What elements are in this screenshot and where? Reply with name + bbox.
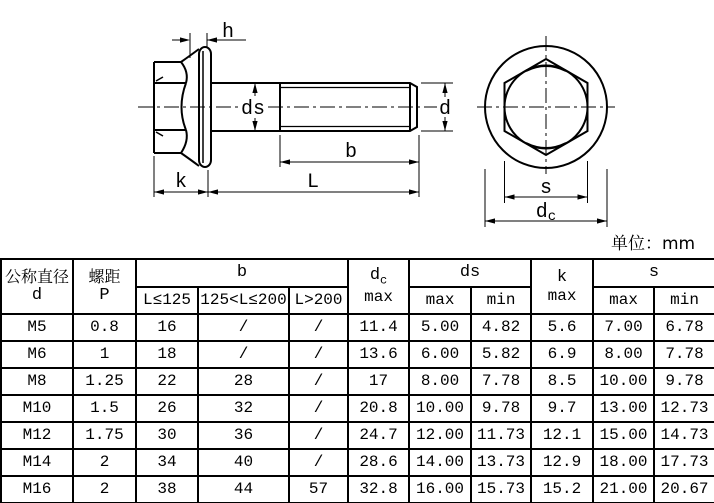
table-cell: 9.78: [654, 368, 714, 395]
table-cell: 21.00: [593, 476, 654, 503]
table-cell: 11.4: [348, 314, 409, 341]
table-row: [1, 395, 714, 422]
header-ds-min: min: [471, 287, 531, 314]
table-cell: 18: [136, 341, 198, 368]
header-ds: ds: [409, 259, 531, 287]
table-cell: 17: [348, 368, 409, 395]
table-cell: 34: [136, 449, 198, 476]
table-cell: 1: [73, 341, 136, 368]
table-cell: 17.73: [654, 449, 714, 476]
table-cell: 1.25: [73, 368, 136, 395]
table-cell: 8.00: [409, 368, 471, 395]
table-cell: 38: [136, 476, 198, 503]
table-cell: /: [198, 341, 289, 368]
table-cell: 12.9: [531, 449, 593, 476]
table-cell: 28: [198, 368, 289, 395]
label-d: d: [438, 98, 452, 121]
table-cell: 7.78: [654, 341, 714, 368]
table-cell: 1.5: [73, 395, 136, 422]
table-cell: 7.78: [471, 368, 531, 395]
table-cell: 16: [136, 314, 198, 341]
spec-table: [0, 258, 714, 503]
table-row: [1, 476, 714, 503]
table-cell: 8.00: [593, 341, 654, 368]
table-cell: /: [289, 314, 348, 341]
table-cell: 18.00: [593, 449, 654, 476]
table-cell: M5: [1, 314, 73, 341]
table-cell: 28.6: [348, 449, 409, 476]
table-cell: 4.82: [471, 314, 531, 341]
label-b: b: [344, 141, 358, 164]
table-cell: 9.7: [531, 395, 593, 422]
table-cell: 8.5: [531, 368, 593, 395]
label-k: k: [174, 171, 188, 194]
table-cell: 6.00: [409, 341, 471, 368]
table-cell: 10.00: [409, 395, 471, 422]
table-cell: 20.67: [654, 476, 714, 503]
table-cell: 5.82: [471, 341, 531, 368]
table-cell: 15.2: [531, 476, 593, 503]
label-s: s: [539, 177, 553, 200]
table-cell: 24.7: [348, 422, 409, 449]
table-cell: 2: [73, 449, 136, 476]
table-cell: 30: [136, 422, 198, 449]
table-cell: 9.78: [471, 395, 531, 422]
table-cell: M16: [1, 476, 73, 503]
header-b: b: [136, 259, 348, 287]
table-cell: 57: [289, 476, 348, 503]
table-row: [1, 422, 714, 449]
table-cell: /: [289, 341, 348, 368]
table-cell: 15.73: [471, 476, 531, 503]
table-cell: 22: [136, 368, 198, 395]
table-cell: 13.6: [348, 341, 409, 368]
table-cell: 5.00: [409, 314, 471, 341]
table-body: [1, 314, 714, 503]
table-cell: M6: [1, 341, 73, 368]
table-cell: M8: [1, 368, 73, 395]
table-cell: 16.00: [409, 476, 471, 503]
table-cell: 13.73: [471, 449, 531, 476]
table-cell: 12.00: [409, 422, 471, 449]
table-cell: 32.8: [348, 476, 409, 503]
table-cell: 26: [136, 395, 198, 422]
table-cell: /: [289, 422, 348, 449]
table-cell: 40: [198, 449, 289, 476]
header-k: k max: [531, 259, 593, 314]
header-dc: $d_c$ max: [348, 259, 409, 314]
table-cell: M14: [1, 449, 73, 476]
unit-note: 单位：mm: [611, 234, 696, 254]
header-s-min: min: [654, 287, 714, 314]
table-cell: 15.00: [593, 422, 654, 449]
label-L: L: [306, 171, 320, 194]
table-cell: 44: [198, 476, 289, 503]
table-cell: /: [289, 395, 348, 422]
end-view-centerlines: [477, 36, 615, 174]
table-cell: /: [289, 449, 348, 476]
header-b-sub2: 125<L≤200: [198, 287, 289, 314]
header-b-sub3: L>200: [289, 287, 348, 314]
table-cell: M12: [1, 422, 73, 449]
table-row: [1, 314, 714, 341]
label-dc: dc: [535, 201, 557, 225]
table-cell: 36: [198, 422, 289, 449]
table-cell: 13.00: [593, 395, 654, 422]
table-cell: 14.00: [409, 449, 471, 476]
end-view: [477, 36, 615, 227]
table-cell: 6.9: [531, 341, 593, 368]
table-cell: 32: [198, 395, 289, 422]
table-cell: 1.75: [73, 422, 136, 449]
header-s: s: [593, 259, 714, 287]
table-cell: 5.6: [531, 314, 593, 341]
table-cell: 7.00: [593, 314, 654, 341]
table-cell: 14.73: [654, 422, 714, 449]
dimension-h: [172, 33, 246, 58]
table-row: [1, 341, 714, 368]
header-s-max: max: [593, 287, 654, 314]
table-cell: 12.1: [531, 422, 593, 449]
table-cell: 11.73: [471, 422, 531, 449]
table-cell: M10: [1, 395, 73, 422]
table-cell: /: [198, 314, 289, 341]
table-cell: 0.8: [73, 314, 136, 341]
table-cell: 6.78: [654, 314, 714, 341]
table-cell: 2: [73, 476, 136, 503]
table-row: [1, 449, 714, 476]
table-cell: 10.00: [593, 368, 654, 395]
header-pitch: 螺距 P: [73, 259, 136, 314]
side-view: [138, 21, 454, 197]
table-cell: 12.73: [654, 395, 714, 422]
header-b-sub1: L≤125: [136, 287, 198, 314]
label-h: h: [221, 21, 235, 44]
header-nominal-diameter: 公称直径 d: [1, 259, 73, 314]
header-ds-max: max: [409, 287, 471, 314]
table-row: [1, 368, 714, 395]
table-cell: 20.8: [348, 395, 409, 422]
table-cell: /: [289, 368, 348, 395]
label-ds: ds: [240, 98, 266, 121]
